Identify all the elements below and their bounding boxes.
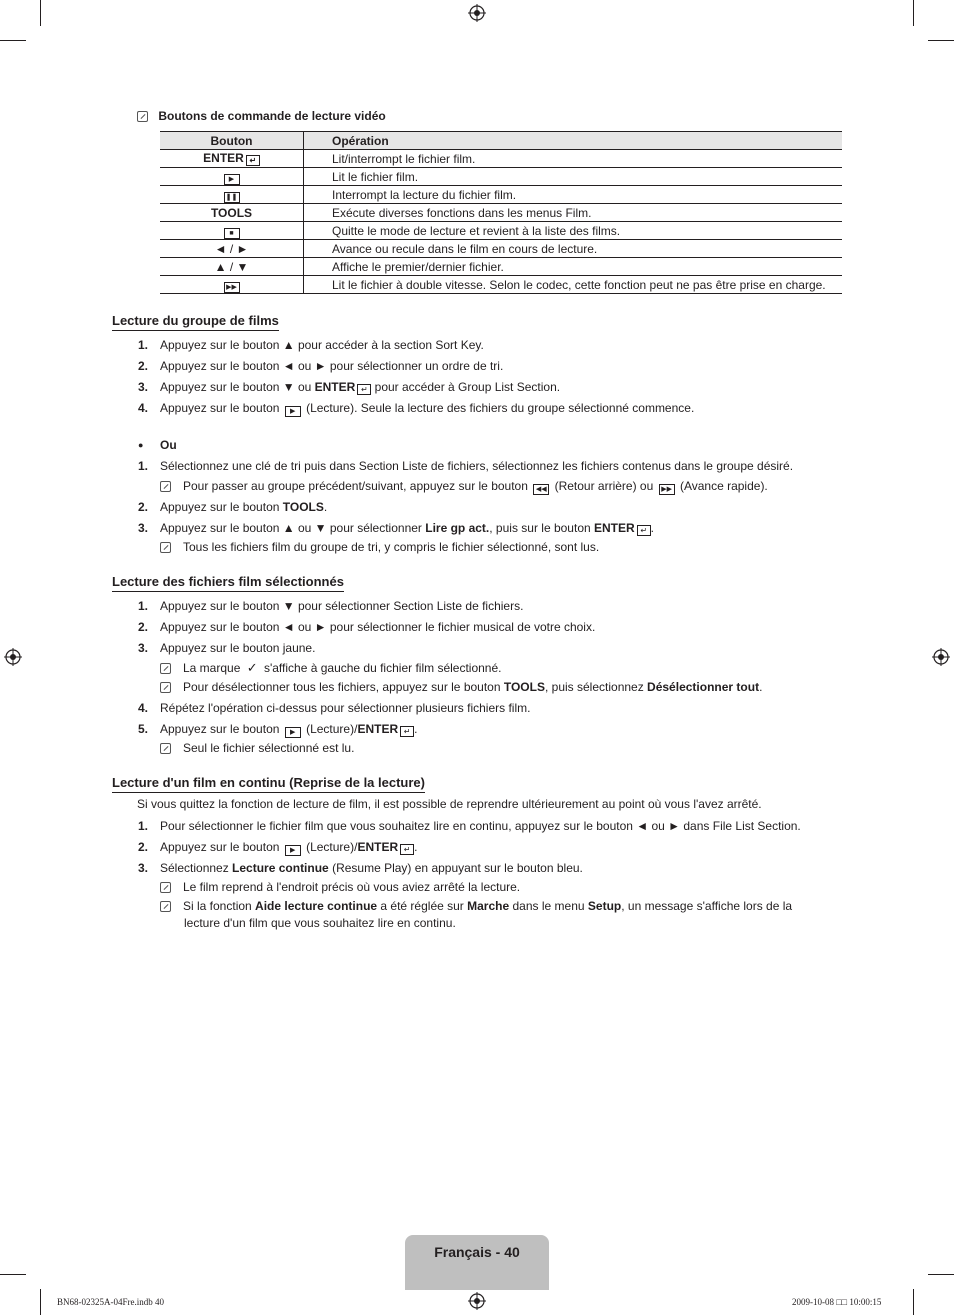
registration-mark-icon [468, 4, 486, 22]
section-heading: Lecture des fichiers film sélectionnés [112, 574, 344, 592]
table-row [160, 204, 842, 222]
enter-icon: ↵ [400, 844, 414, 855]
option-label: Ou [160, 438, 177, 452]
step-text: Sélectionnez une clé de tri puis dans Section Liste de fichiers, sélectionnez les fichiers contenus dans le groupe désiré. [160, 459, 794, 473]
step-text: Appuyez sur le bouton ◄ ou ► pour sélectionner un ordre de tri. [160, 359, 504, 373]
column-header-button: Bouton [160, 132, 304, 150]
step-number: 3. [138, 861, 149, 875]
step-number: 1. [138, 599, 149, 613]
crop-mark [913, 1289, 914, 1315]
step-text: Appuyez sur le bouton jaune. [160, 641, 316, 655]
page-number-tab [405, 1235, 549, 1290]
play-icon: ▶ [285, 406, 301, 417]
check-mark-icon: ✓ [246, 660, 258, 675]
note-icon [160, 542, 171, 553]
button-cell: ENTER ↵ [160, 150, 304, 168]
play-icon: ▶ [285, 845, 301, 856]
rewind-icon: ◀◀ [533, 484, 549, 495]
step-number: 3. [138, 521, 149, 535]
step-number: 1. [138, 819, 149, 833]
note: Le film reprend à l'endroit précis où vous aviez arrêté la lecture. [160, 880, 520, 895]
crop-mark [0, 1274, 26, 1275]
play-icon: ▶ [224, 174, 240, 185]
operation-cell: Avance ou recule dans le film en cours de lecture. [304, 240, 843, 258]
step-number: 3. [138, 380, 149, 394]
table-row [160, 222, 842, 240]
note: Si la fonction Aide lecture continue a été réglée sur Marche dans le menu Setup, un message s'affiche lors de la [160, 899, 792, 914]
fast-forward-icon: ▶▶ [659, 484, 675, 495]
step-number: 5. [138, 722, 149, 736]
operation-cell: Interrompt la lecture du fichier film. [304, 186, 843, 204]
note: Seul le fichier sélectionné est lu. [160, 741, 354, 756]
section-heading: Lecture du groupe de films [112, 313, 279, 331]
note-icon [160, 481, 171, 492]
column-header-operation: Opération [304, 132, 843, 150]
file-info: BN68-02325A-04Fre.indb 40 [57, 1297, 164, 1307]
step-text: Appuyez sur le bouton ▶ (Lecture). Seule la lecture des fichiers du groupe sélectionné commence. [160, 401, 695, 415]
note-icon [160, 901, 171, 912]
enter-icon: ↵ [357, 384, 371, 395]
operation-cell: Exécute diverses fonctions dans les menus Film. [304, 204, 843, 222]
crop-mark [928, 40, 954, 41]
crop-mark [928, 1274, 954, 1275]
table-row [160, 276, 842, 294]
fast-forward-icon: ▶▶ [224, 282, 240, 293]
pause-icon: ❚❚ [224, 192, 240, 203]
step-text: Appuyez sur le bouton ◄ ou ► pour sélectionner le fichier musical de votre choix. [160, 620, 596, 634]
note: Pour passer au groupe précédent/suivant, appuyez sur le bouton ◀◀ (Retour arrière) ou ▶▶ (Avance rapide). [160, 479, 768, 495]
step-text: Appuyez sur le bouton ▶ (Lecture)/ENTER ↵ . [160, 840, 418, 854]
table-row [160, 258, 842, 276]
section-heading: Lecture d'un film en continu (Reprise de la lecture) [112, 775, 425, 793]
step-number: 2. [138, 500, 149, 514]
note-icon [160, 682, 171, 693]
note: Pour désélectionner tous les fichiers, appuyez sur le bouton TOOLS, puis sélectionnez Désélectionner tout. [160, 680, 762, 695]
enter-icon: ↵ [246, 155, 260, 166]
table-row [160, 168, 842, 186]
table-caption: Boutons de commande de lecture vidéo [137, 109, 386, 124]
play-icon: ▶ [285, 727, 301, 738]
note-continuation: lecture d'un film que vous souhaitez lire en continu. [184, 916, 456, 930]
button-cell: TOOLS [160, 204, 304, 222]
print-timestamp: 2009-10-08 □□ 10:00:15 [792, 1297, 882, 1307]
step-text: Pour sélectionner le fichier film que vous souhaitez lire en continu, appuyez sur le bouton ◄ ou ► dans File List Section. [160, 819, 801, 833]
registration-mark-icon [468, 1292, 486, 1310]
crop-mark [0, 40, 26, 41]
step-number: 1. [138, 459, 149, 473]
step-text: Appuyez sur le bouton ▲ pour accéder à la section Sort Key. [160, 338, 484, 352]
operation-cell: Lit le fichier à double vitesse. Selon le codec, cette fonction peut ne pas être prise en charge. [304, 276, 843, 294]
table-row [160, 150, 842, 168]
registration-mark-icon [4, 648, 22, 666]
crop-mark [40, 0, 41, 26]
registration-mark-icon [932, 648, 950, 666]
step-text: Appuyez sur le bouton ▲ ou ▼ pour sélectionner Lire gp act., puis sur le bouton ENTER ↵ . [160, 521, 655, 535]
step-number: 4. [138, 401, 149, 415]
step-text: Appuyez sur le bouton ▼ ou ENTER ↵ pour accéder à Group List Section. [160, 380, 561, 394]
button-cell: ◄ / ► [160, 240, 304, 258]
operation-cell: Lit/interrompt le fichier film. [304, 150, 843, 168]
step-text: Sélectionnez Lecture continue (Resume Play) en appuyant sur le bouton bleu. [160, 861, 583, 875]
note: Tous les fichiers film du groupe de tri, y compris le fichier sélectionné, sont lus. [160, 540, 599, 555]
note-icon [137, 111, 148, 122]
button-cell [160, 276, 304, 294]
button-cell [160, 168, 304, 186]
table-header-row [160, 132, 842, 150]
step-number: 2. [138, 620, 149, 634]
bullet: ● [138, 440, 144, 450]
crop-mark [40, 1289, 41, 1315]
note-icon [160, 743, 171, 754]
note-icon [160, 882, 171, 893]
button-cell: ▲ / ▼ [160, 258, 304, 276]
step-number: 2. [138, 359, 149, 373]
step-text: Appuyez sur le bouton TOOLS. [160, 500, 328, 514]
stop-icon: ■ [224, 228, 240, 239]
intro-text: Si vous quittez la fonction de lecture de film, il est possible de reprendre ultérieurement au point où vous l'avez arrêté. [137, 797, 762, 811]
step-number: 3. [138, 641, 149, 655]
operation-cell: Affiche le premier/dernier fichier. [304, 258, 843, 276]
step-text: Répétez l'opération ci-dessus pour sélectionner plusieurs fichiers film. [160, 701, 531, 715]
note-icon [160, 663, 171, 674]
operation-cell: Quitte le mode de lecture et revient à la liste des films. [304, 222, 843, 240]
step-number: 4. [138, 701, 149, 715]
operation-cell: Lit le fichier film. [304, 168, 843, 186]
note: La marque ✓ s'affiche à gauche du fichier film sélectionné. [160, 660, 501, 676]
crop-mark [913, 0, 914, 26]
enter-icon: ↵ [400, 726, 414, 737]
enter-icon: ↵ [637, 525, 651, 536]
step-text: Appuyez sur le bouton ▶ (Lecture)/ENTER ↵ . [160, 722, 418, 736]
button-cell [160, 186, 304, 204]
playback-buttons-table [160, 131, 842, 294]
button-cell [160, 222, 304, 240]
step-number: 1. [138, 338, 149, 352]
step-number: 2. [138, 840, 149, 854]
table-row [160, 186, 842, 204]
table-row [160, 240, 842, 258]
page-label: Français - 40 [434, 1244, 520, 1260]
step-text: Appuyez sur le bouton ▼ pour sélectionner Section Liste de fichiers. [160, 599, 524, 613]
